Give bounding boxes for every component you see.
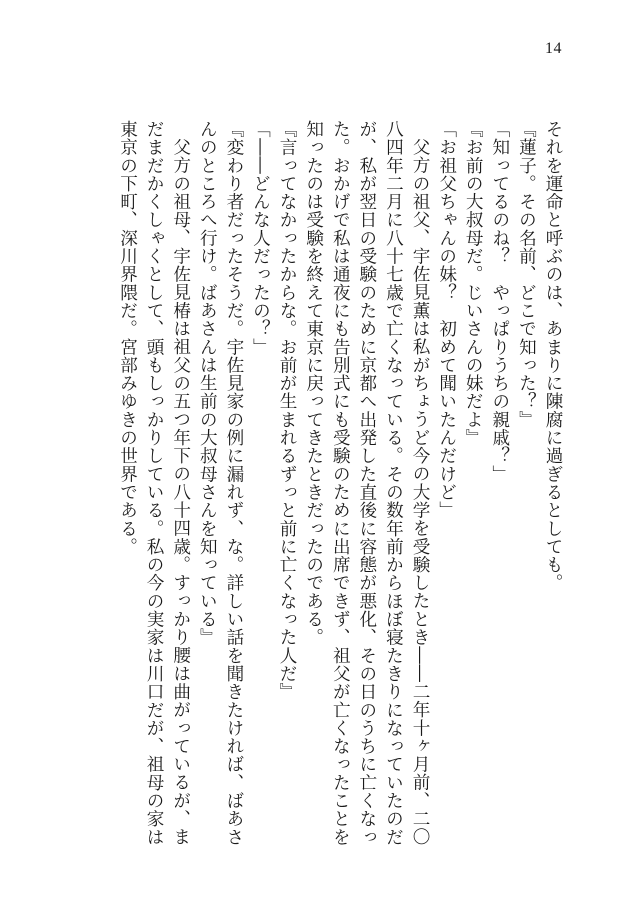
dialogue-line: 「知ってるのね？ やっぱりうちの親戚？」 <box>489 120 510 483</box>
dialogue-line: 「お祖父ちゃんの妹？ 初めて聞いたんだけど」 <box>436 120 457 520</box>
narration-paragraph: 父方の祖父、宇佐見薫は私がちょうど今の大学を受験したとき――二年十ヶ月前、二〇八四年二月に八十七歳で亡くなっている。その数年前からほぼ寝たきりになっていたのだが、私が翌日の受験のために京都へ出発した直後に容態が悪化、その日のうちに亡くなった。おかげで私は通夜にも告別式にも受験のために出席できず、祖父が亡くなったことを知ったのは受験を終えて東京に戻ってきたときだったのである。 <box>303 120 431 846</box>
dialogue-line: 『お前の大叔母だ。じいさんの妹だよ』 <box>463 120 484 447</box>
dialogue-line: 「――どんな人だったの？」 <box>250 120 271 356</box>
dialogue-line: 『蓮子。その名前、どこで知った？』 <box>516 120 537 429</box>
novel-text-body <box>86 120 566 850</box>
page-number: 14 <box>545 40 562 57</box>
dialogue-line: 『変わり者だったそうだ。宇佐見家の例に漏れず、な。詳しい話を聞きたければ、ばあさんのところへ行け。ばあさんは生前の大叔母さんを知っている』 <box>197 120 244 846</box>
narration-paragraph: 父方の祖母、宇佐見椿は祖父の五つ年下の八十四歳。すっかり腰は曲がっているが、まだまだかくしゃくとして、頭もしっかりしている。私の今の実家は川口だが、祖母の家は東京の下町、深川界隈だ。宮部みゆきの世界である。 <box>117 120 191 846</box>
text-line: それを運命と呼ぶのは、あまりに陳腐に過ぎるとしても。 <box>543 120 563 592</box>
dialogue-line: 『言ってなかったからな。お前が生まれるずっと前に亡くなった人だ』 <box>277 120 298 701</box>
